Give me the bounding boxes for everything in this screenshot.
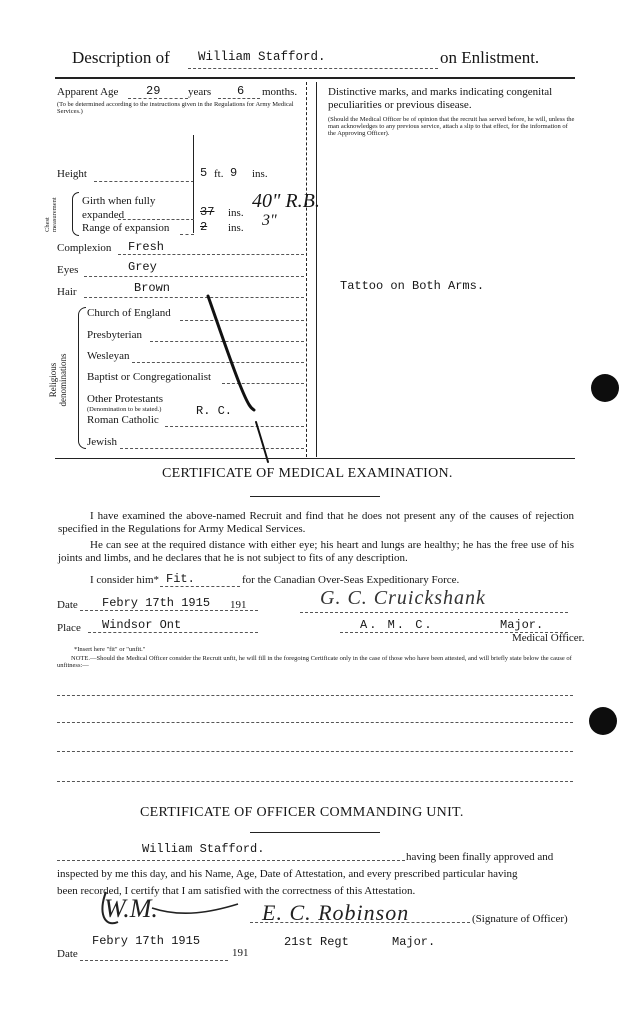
range-hand-note: 3" <box>262 212 277 229</box>
eyes-line <box>84 276 304 277</box>
commanding-sig-label: (Signature of Officer) <box>472 913 568 925</box>
age-label: Apparent Age <box>57 86 119 98</box>
religion-church-of-england: Church of England <box>87 307 171 319</box>
girth-value: 37 <box>200 205 215 219</box>
consider-suffix: for the Canadian Over-Seas Expeditionary Force. <box>242 574 460 586</box>
range-line <box>180 234 194 235</box>
medical-place-label: Place <box>57 622 81 634</box>
medical-place-value: Windsor Ont <box>102 618 182 632</box>
age-months: 6 <box>237 84 245 98</box>
header-suffix: on Enlistment. <box>440 48 540 67</box>
age-years: 29 <box>146 84 161 98</box>
medical-title-underline <box>250 496 380 497</box>
commanding-initials: W.M. <box>104 894 158 923</box>
commanding-date-line <box>80 960 228 961</box>
medical-para1: I have examined the above-named Recruit and find that he does not present any of the causes of rejection specified in the Regulations for Army Medical Services. <box>58 510 574 535</box>
eyes-label: Eyes <box>57 264 79 276</box>
unfit-line-3 <box>57 751 573 752</box>
medical-para2: He can see at the required distance with either eye; his heart and lungs are healthy; he has the free use of his joints and limbs, and he declares that he is not subject to fits of any description. <box>58 539 574 564</box>
consider-prefix: I consider him* <box>90 574 160 586</box>
height-in: 9 <box>230 166 238 180</box>
medical-place-line <box>88 632 258 633</box>
description-bottom-rule <box>55 458 575 459</box>
complexion-label: Complexion <box>57 242 112 254</box>
unfit-line-1 <box>57 695 573 696</box>
commanding-name-line <box>57 860 405 861</box>
medical-officer-title: Medical Officer. <box>512 632 585 644</box>
medical-rank: Major. <box>500 618 544 632</box>
medical-date-label: Date <box>57 599 78 611</box>
commanding-date-value: Febry 17th 1915 <box>92 934 201 948</box>
months-label: months. <box>262 86 298 98</box>
complexion-line <box>118 254 304 255</box>
medical-year-suffix: 191 <box>230 599 247 611</box>
commanding-line3: been recorded, I certify that I am satisfied with the correctness of this Attestation. <box>57 885 416 897</box>
commanding-signature: E. C. Robinson <box>262 900 410 925</box>
header-rule <box>55 77 575 79</box>
commanding-name-value: William Stafford. <box>142 842 265 856</box>
religion-other-protestants: Other Protestants <box>87 393 164 405</box>
commanding-regiment: 21st Regt <box>284 935 349 949</box>
religion-presbyterian: Presbyterian <box>87 329 142 341</box>
commanding-year-suffix: 191 <box>232 947 249 959</box>
age-years-line <box>128 98 188 99</box>
commanding-rank: Major. <box>392 935 436 949</box>
commanding-signature-line <box>250 922 470 923</box>
girth-line <box>118 219 194 220</box>
pen-stroke <box>198 290 288 470</box>
insert-note: *Insert here "fit" or "unfit." <box>74 646 146 653</box>
medical-title: CERTIFICATE OF MEDICAL EXAMINATION. <box>162 466 453 481</box>
column-divider <box>316 82 317 457</box>
chest-brace <box>72 192 79 236</box>
punch-hole-top <box>591 374 619 402</box>
fit-value: Fit. <box>166 572 195 586</box>
header-prefix: Description of <box>72 48 170 67</box>
religion-baptist: Baptist or Congregationalist <box>87 371 212 383</box>
eyes-value: Grey <box>128 260 157 274</box>
religion-brace <box>78 307 86 449</box>
girth-label: Girth when fully expanded <box>82 195 156 221</box>
complexion-value: Fresh <box>128 240 165 254</box>
punch-hole-bottom <box>589 707 617 735</box>
height-label: Height <box>57 168 87 180</box>
fit-line <box>160 586 240 587</box>
age-note: (To be determined according to the instructions given in the Regulations for Army Medical Services.) <box>57 101 294 115</box>
commanding-line2: inspected by me this day, and his Name, Age, Date of Attestation, and every prescribed particular having <box>57 868 518 880</box>
range-ins-label: ins. <box>228 222 244 234</box>
range-label: Range of expansion <box>82 222 170 234</box>
chest-hand-note: 40" R.B. <box>252 190 320 212</box>
marks-note: (Should the Medical Officer be of opinion that the recruit has served before, he will, unless the man acknowledges to any previous service, attach a slip to that effect, for the information of the Approving Officer). <box>328 116 575 137</box>
medical-signature-line <box>300 612 568 613</box>
chest-label: Chest measurement <box>44 197 58 232</box>
years-label: years <box>188 86 212 98</box>
recruit-name: William Stafford. <box>198 50 326 64</box>
religion-wesleyan: Wesleyan <box>87 350 130 362</box>
commanding-initials-flourish <box>92 882 242 932</box>
unfit-note: NOTE.—Should the Medical Officer consider the Recruit unfit, he will fill in the foregoing Certificate only in the case of those who have been attested, and will briefly state below the cause of unfitness:— <box>57 655 572 669</box>
height-ft: 5 <box>200 166 208 180</box>
commanding-title-underline <box>250 832 380 833</box>
unfit-line-4 <box>57 781 573 782</box>
commanding-line1-suffix: having been finally approved and <box>406 851 554 863</box>
marks-value: Tattoo on Both Arms. <box>340 279 485 293</box>
medical-date-value: Febry 17th 1915 <box>102 596 211 610</box>
medical-rank-unit: A. M. C. <box>360 618 434 632</box>
religion-value: R. C. <box>196 404 233 418</box>
religion-label: Religious denominations <box>48 353 68 407</box>
medical-signature: G. C. Cruickshank <box>320 587 486 609</box>
commanding-date-label: Date <box>57 948 78 960</box>
ft-label: ft. <box>214 168 224 180</box>
denomination-note: (Denomination to be stated.) <box>87 406 162 413</box>
religion-jewish: Jewish <box>87 436 117 448</box>
header-name-line <box>188 68 438 69</box>
commanding-title: CERTIFICATE OF OFFICER COMMANDING UNIT. <box>140 805 464 820</box>
religion-roman-catholic: Roman Catholic <box>87 414 159 426</box>
marks-title: Distinctive marks, and marks indicating congenital peculiarities or previous disease. <box>328 86 553 111</box>
column-divider-inner <box>306 82 307 457</box>
hair-value: Brown <box>134 281 171 295</box>
age-months-line <box>218 98 260 99</box>
hair-label: Hair <box>57 286 77 298</box>
unfit-line-2 <box>57 722 573 723</box>
height-line <box>94 181 194 182</box>
girth-ins-label: ins. <box>228 207 244 219</box>
range-value: 2 <box>200 220 208 234</box>
ins-label: ins. <box>252 168 268 180</box>
